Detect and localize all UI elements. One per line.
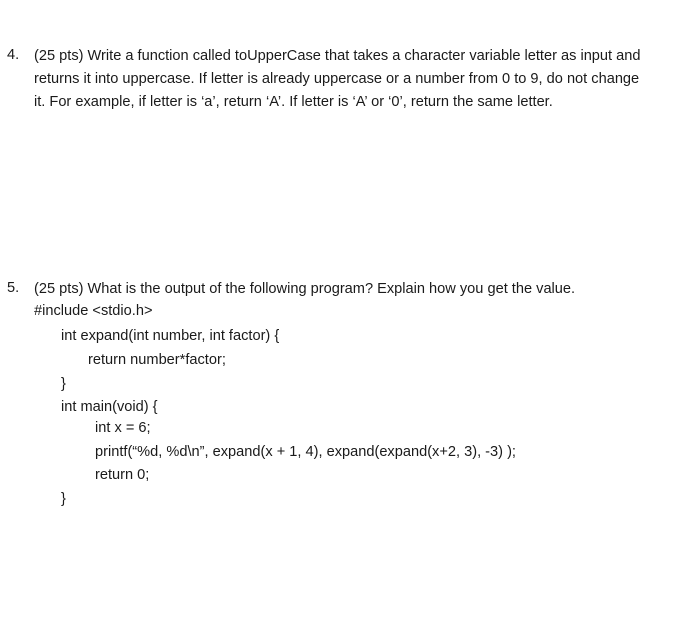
question-4-line-1: (25 pts) Write a function called toUpperCase that takes a character variable letter as input and [34,48,641,64]
code-main-return: return 0; [95,467,150,483]
code-expand-return: return number*factor; [88,352,226,368]
question-4-line-3: it. For example, if letter is ‘a’, return ‘A’. If letter is ‘A’ or ‘0’, return the same letter. [34,94,553,110]
code-main-signature: int main(void) { [61,399,158,415]
question-4-line-2: returns it into uppercase. If letter is already uppercase or a number from 0 to 9, do not change [34,71,640,87]
question-5-number: 5. [7,280,20,296]
code-include: #include <stdio.h> [34,303,153,319]
code-printf: printf(“%d, %d\n”, expand(x + 1, 4), expand(expand(x+2, 3), -3) ); [95,444,516,460]
code-int-x: int x = 6; [95,420,151,436]
question-4-number: 4. [7,47,20,63]
code-expand-close-brace: } [61,376,66,392]
code-main-close-brace: } [61,491,66,507]
question-5-prompt: (25 pts) What is the output of the following program? Explain how you get the value. [34,281,576,297]
code-expand-signature: int expand(int number, int factor) { [61,328,280,344]
question-4-text [34,45,641,114]
